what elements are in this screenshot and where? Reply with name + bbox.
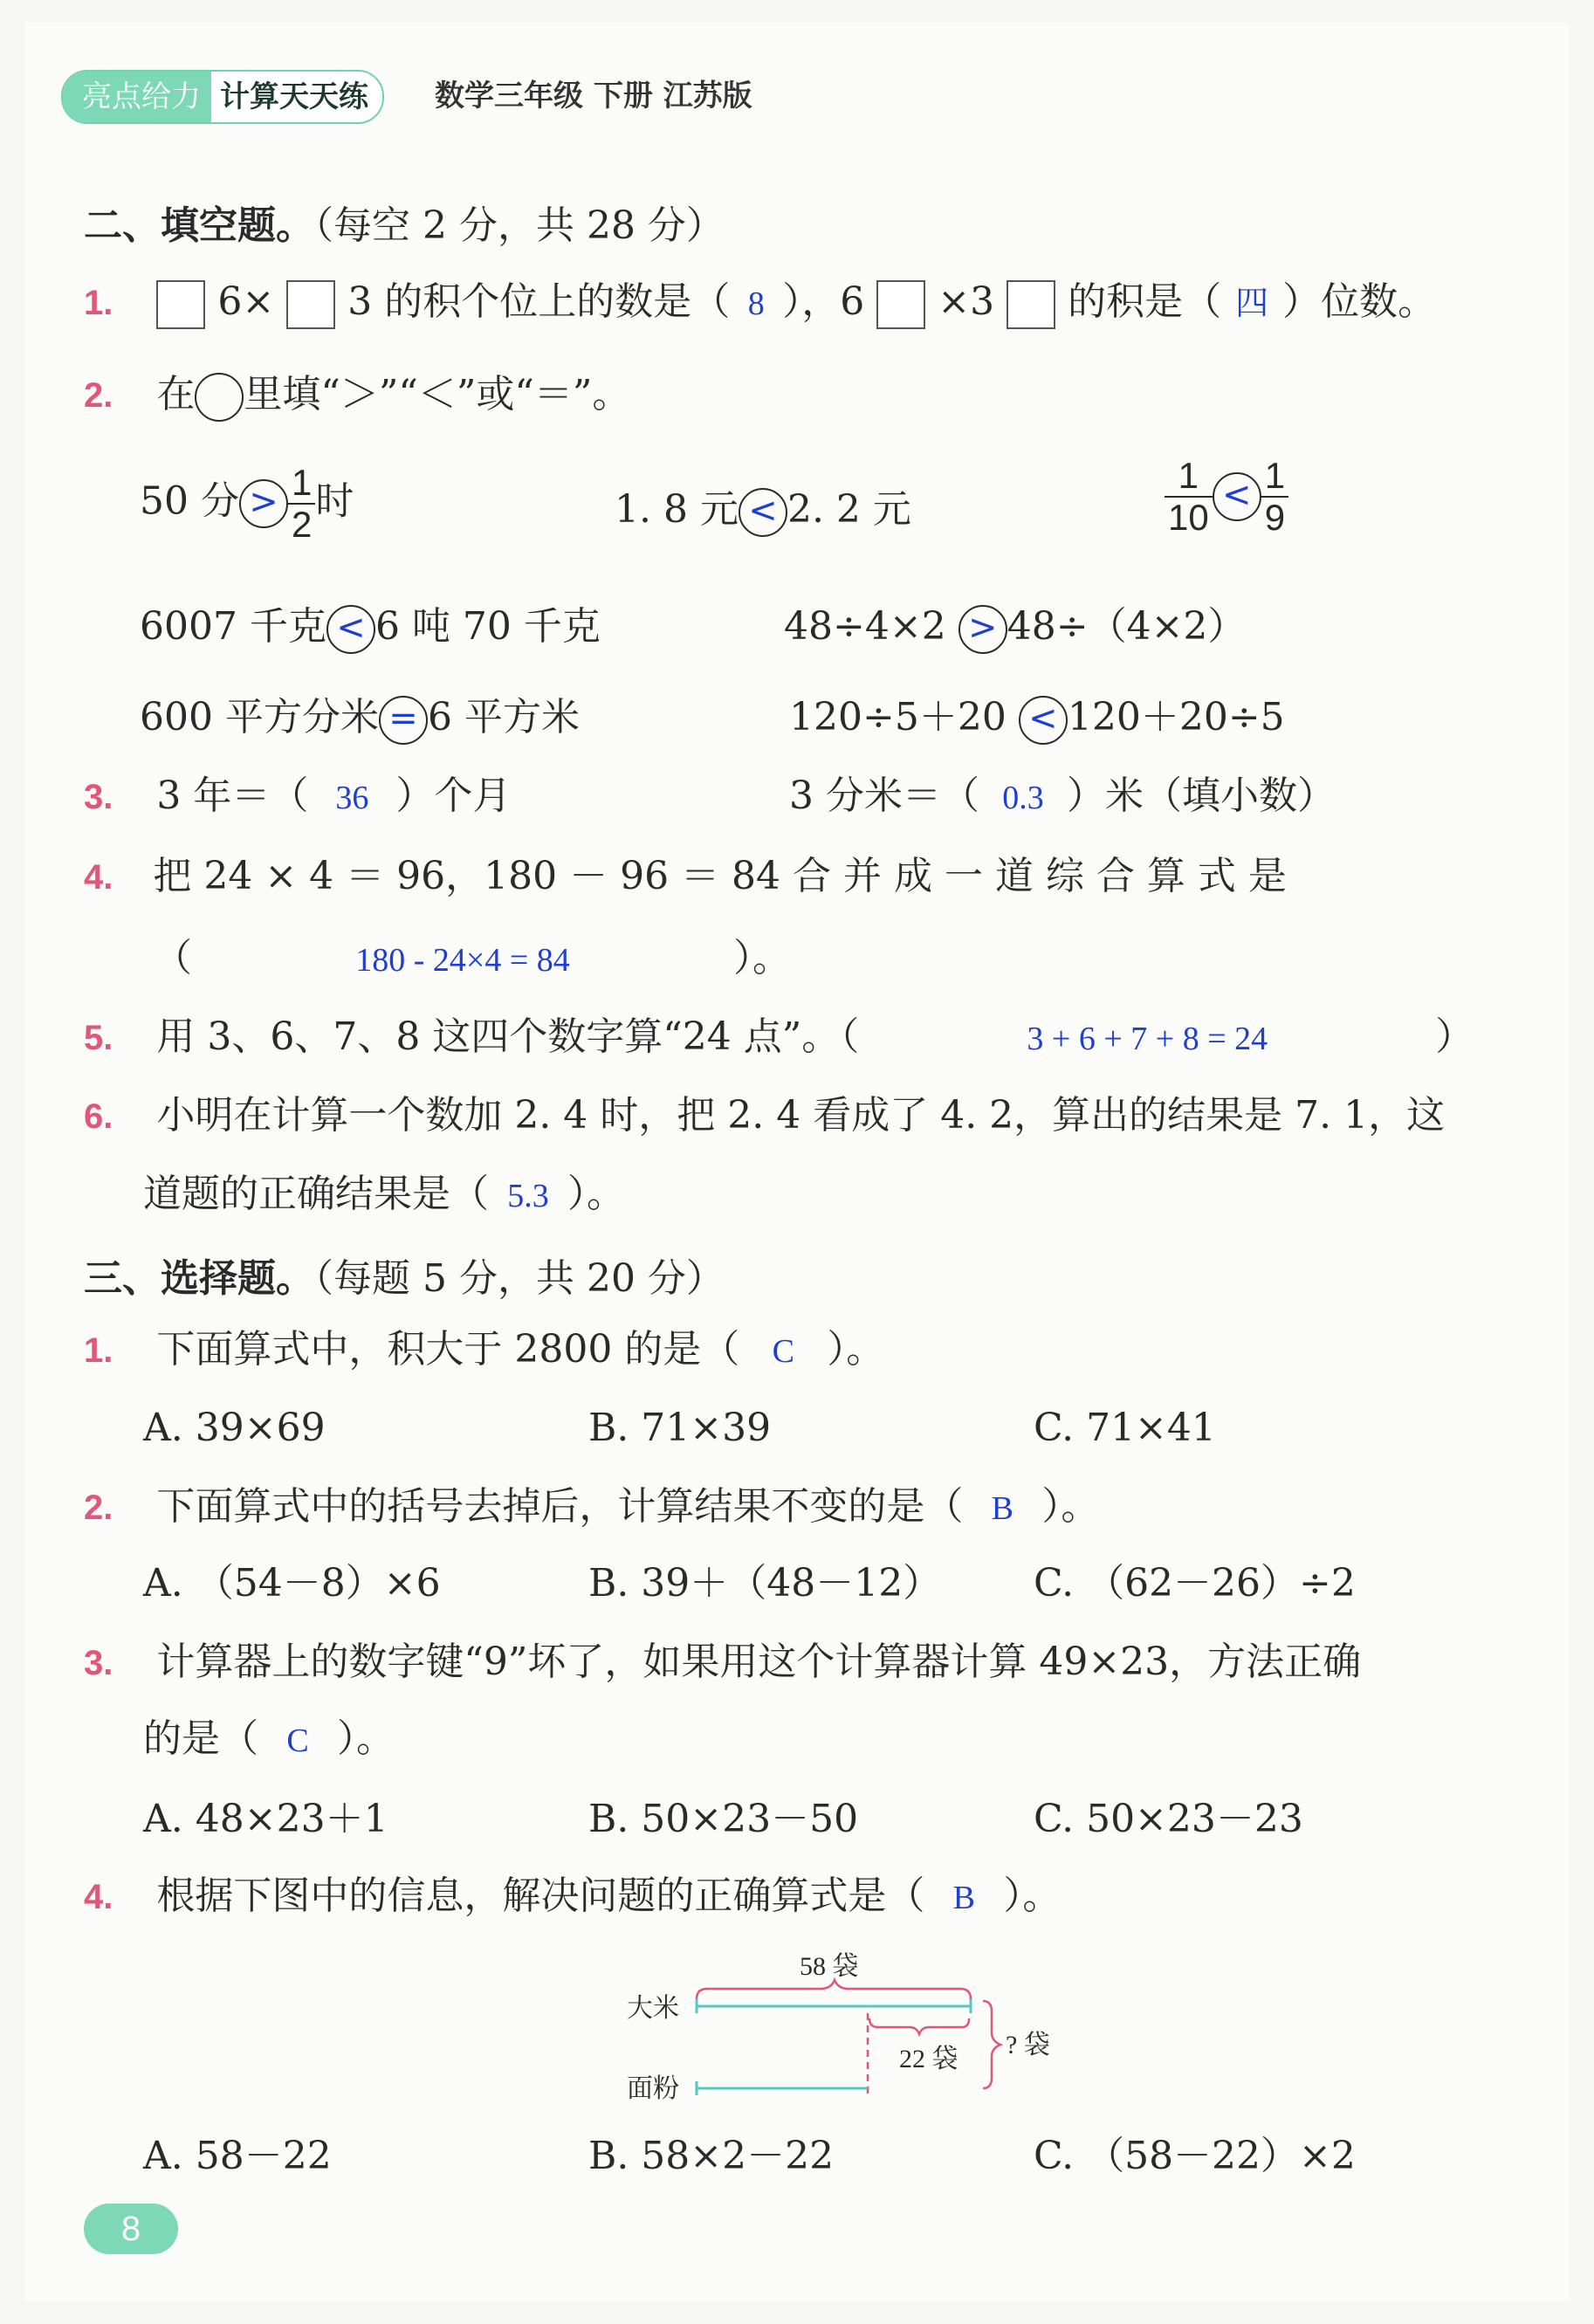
c2-text: 下面算式中的括号去掉后，计算结果不变的是（ — [156, 1484, 964, 1529]
fraction — [288, 463, 315, 545]
comparison-circle — [1213, 472, 1261, 521]
c2-text: ）。 — [1041, 1484, 1100, 1529]
answer: > — [249, 482, 278, 522]
question-number: 1. — [84, 1331, 113, 1370]
compare-item — [615, 485, 911, 537]
question-number: 5. — [84, 1019, 113, 1057]
option-c: C. （58－22）×2 — [1034, 2134, 1356, 2178]
answer: < — [1221, 475, 1252, 515]
q5-text: ） — [1435, 1014, 1474, 1059]
answer: < — [1028, 698, 1058, 739]
q1-text: ）位数。 — [1282, 279, 1437, 324]
option-c: C. （62－26）÷2 — [1034, 1561, 1356, 1605]
answer: = — [388, 698, 418, 739]
c3-text: 计算器上的数字键“9”坏了，如果用这个计算器计算 49×23，方法正确 — [156, 1640, 1362, 1684]
compare-right: 2. 2 元 — [787, 487, 911, 532]
question-4 — [84, 852, 1287, 902]
numerator: 1 — [288, 463, 315, 505]
diagram-top-label: 58 袋 — [800, 1952, 859, 1981]
q3-text: 3 年＝（ — [156, 774, 309, 818]
c1-text: 下面算式中，积大于 2800 的是（ — [156, 1327, 740, 1372]
total-brace — [983, 2001, 1000, 2088]
option-b: B. 58×2－22 — [588, 2134, 835, 2178]
q3-text: ）米（填小数） — [1066, 774, 1336, 818]
choice-question-3-line-2 — [143, 1715, 395, 1765]
line-segment-diagram — [611, 1938, 1082, 2121]
option-a: A. 48×23＋1 — [143, 1797, 388, 1841]
answer: B — [991, 1490, 1014, 1527]
compare-item — [140, 693, 580, 745]
diagram-total-label: ? 袋 — [1006, 2031, 1050, 2059]
c4-text: 根据下图中的信息，解决问题的正确算式是（ — [156, 1874, 925, 1918]
q6-text: ）。 — [567, 1172, 625, 1216]
q3-text: 3 分米＝（ — [789, 774, 979, 818]
question-number: 4. — [84, 1878, 113, 1916]
compare-left: 600 平方分米 — [140, 695, 379, 739]
answer: 四 — [1235, 285, 1269, 322]
numerator: 1 — [1261, 456, 1288, 498]
option-a: A. （54－8）×6 — [143, 1561, 441, 1605]
option-c: C. 71×41 — [1034, 1406, 1216, 1450]
question-2 — [84, 370, 630, 422]
section2-title: 二、填空题。 — [84, 203, 314, 248]
question-4-answer-line — [154, 934, 791, 985]
answer: 8 — [747, 285, 765, 322]
denominator: 9 — [1264, 497, 1286, 538]
q4-text: ）。 — [733, 936, 791, 980]
answer: C — [772, 1333, 794, 1370]
compare-right: 48÷（4×2） — [1007, 604, 1247, 649]
book-info: 数学三年级 下册 江苏版 — [435, 79, 752, 113]
question-5 — [84, 1013, 1474, 1063]
diff-brace — [869, 2018, 969, 2034]
option-b: B. 71×39 — [588, 1406, 772, 1450]
answer: 3 + 6 + 7 + 8 = 24 — [1027, 1021, 1268, 1057]
top-brace — [697, 1980, 971, 1999]
diagram-diff-label: 22 袋 — [899, 2045, 958, 2073]
denominator: 10 — [1168, 497, 1209, 538]
answer: 36 — [335, 780, 369, 816]
q1-text: ×3 — [938, 279, 995, 324]
c4-text: ）。 — [1003, 1874, 1062, 1918]
option-b: B. 39＋（48－12） — [588, 1561, 942, 1605]
compare-right: 时 — [315, 478, 354, 524]
q6-text: 小明在计算一个数加 2. 4 时，把 2. 4 看成了 4. 2，算出的结果是 7. 1，这 — [156, 1093, 1446, 1138]
section2-header — [84, 194, 725, 251]
answer: > — [967, 607, 998, 648]
blank-box — [156, 280, 205, 329]
q4-text: 把 24 × 4 ＝ 96，180 － 96 ＝ 84 合 并 成 一 道 综 合 算 式 是 — [153, 854, 1287, 898]
series-badge-left: 亮点给力 — [63, 72, 211, 122]
compare-left: 6007 千克 — [140, 604, 326, 649]
compare-left: 48÷4×2 — [784, 604, 946, 649]
fraction — [1165, 456, 1213, 538]
compare-item — [784, 602, 1246, 654]
series-badge — [61, 70, 384, 124]
compare-item — [140, 602, 601, 654]
comparison-circle — [326, 605, 375, 654]
comparison-circle — [239, 479, 288, 528]
question-3-part-2 — [789, 772, 1336, 822]
q4-text: （ — [154, 936, 192, 980]
question-6-line-2 — [143, 1170, 625, 1220]
question-number: 1. — [84, 284, 113, 322]
answer: < — [748, 490, 778, 531]
label-flour: 面粉 — [627, 2073, 679, 2104]
option-a: A. 39×69 — [143, 1406, 326, 1450]
section3-title: 三、选择题。 — [84, 1256, 314, 1301]
comparison-circle — [739, 488, 787, 537]
question-1 — [84, 278, 1436, 329]
page-number: 8 — [84, 2204, 178, 2254]
answer: 180 - 24×4 = 84 — [355, 942, 570, 979]
section2-score: （每空 2 分，共 28 分） — [314, 203, 725, 248]
blank-box — [286, 280, 335, 329]
denominator: 2 — [291, 504, 313, 545]
option-a: A. 58－22 — [143, 2134, 332, 2178]
comparison-circle — [1019, 696, 1068, 745]
question-number: 3. — [84, 1644, 113, 1682]
comparison-circle — [379, 696, 428, 745]
answer: 0.3 — [1002, 780, 1044, 816]
label-rice: 大米 — [627, 1993, 679, 2024]
c3-text: 的是（ — [143, 1716, 258, 1761]
compare-right: 120＋20÷5 — [1067, 695, 1285, 739]
q2-text: 在 — [156, 372, 196, 416]
question-number: 4. — [84, 858, 113, 897]
compare-right: 6 平方米 — [427, 695, 580, 739]
compare-item — [1165, 456, 1288, 538]
q1-text: 3 的积个位上的数是（ — [347, 279, 731, 324]
comparison-circle — [195, 373, 244, 422]
question-6 — [84, 1091, 1445, 1141]
q6-text: 道题的正确结果是（ — [143, 1172, 489, 1216]
c3-text: ）。 — [337, 1716, 395, 1761]
compare-right: 6 吨 70 千克 — [374, 604, 601, 649]
blank-box — [876, 280, 925, 329]
numerator: 1 — [1165, 456, 1213, 498]
q1-text: 的积是（ — [1068, 279, 1222, 324]
question-number: 6. — [84, 1097, 113, 1136]
question-number: 3. — [84, 778, 113, 816]
question-number: 2. — [84, 376, 113, 415]
choice-question-2 — [84, 1482, 1099, 1533]
blank-box — [1007, 280, 1055, 329]
question-3 — [84, 772, 511, 822]
choice-question-1 — [84, 1325, 884, 1376]
answer: C — [286, 1722, 309, 1759]
series-badge-right: 计算天天练 — [220, 79, 368, 114]
section3-score: （每题 5 分，共 20 分） — [314, 1256, 725, 1301]
q5-text: 用 3、6、7、8 这四个数字算“24 点”。（ — [156, 1014, 860, 1059]
c1-text: ）。 — [827, 1327, 885, 1372]
answer: < — [336, 607, 366, 648]
answer: 5.3 — [507, 1178, 549, 1214]
fraction — [1261, 456, 1288, 538]
q1-text: 6× — [217, 279, 275, 324]
q1-text: ），6 — [782, 279, 865, 324]
q2-text: 里填“＞”“＜”或“＝”。 — [244, 372, 631, 416]
compare-left: 1. 8 元 — [615, 487, 739, 532]
q3-text: ）个月 — [395, 774, 512, 818]
compare-left: 120÷5＋20 — [789, 695, 1007, 739]
choice-question-3 — [84, 1638, 1361, 1688]
compare-left: 50 分 — [140, 478, 239, 524]
comparison-circle — [958, 605, 1007, 654]
compare-item — [789, 693, 1285, 745]
compare-item — [140, 463, 354, 545]
option-b: B. 50×23－50 — [588, 1797, 859, 1841]
option-c: C. 50×23－23 — [1034, 1797, 1303, 1841]
section3-header — [84, 1247, 725, 1303]
answer: B — [952, 1880, 976, 1916]
question-number: 2. — [84, 1489, 113, 1527]
choice-question-4 — [84, 1872, 1061, 1922]
